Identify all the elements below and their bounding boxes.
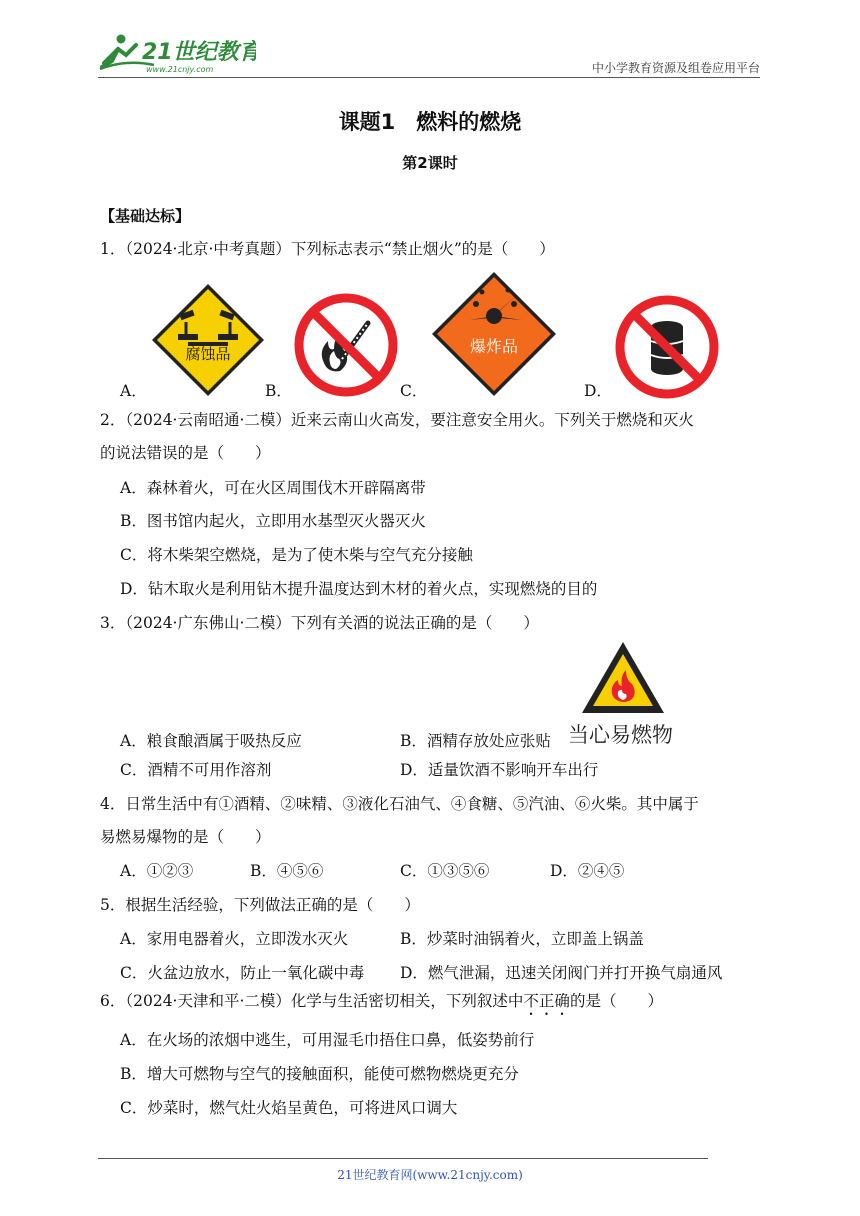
q5-stem: 5．根据生活经验，下列做法正确的是（ ） xyxy=(100,896,420,914)
header-divider xyxy=(98,77,760,78)
flammable-warning-sign-icon xyxy=(580,640,666,716)
q1-option-c: C． xyxy=(400,382,428,400)
q5-option-d: D．燃气泄漏，迅速关闭阀门并打开换气扇通风 xyxy=(400,964,723,982)
q3-stem: 3．（2024·广东佛山·二模）下列有关酒的说法正确的是（ ） xyxy=(100,614,539,632)
q2-option-a: A．森林着火，可在火区周围伐木开辟隔离带 xyxy=(120,479,426,497)
corrosive-sign-icon xyxy=(150,282,266,398)
platform-name: 中小学教育资源及组卷应用平台 xyxy=(591,61,760,75)
q1-stem: 1．（2024·北京·中考真题）下列标志表示“禁止烟火”的是（ ） xyxy=(100,240,555,258)
q6-option-a: A．在火场的浓烟中逃生，可用湿毛巾捂住口鼻，低姿势前行 xyxy=(120,1031,535,1049)
page-title: 课题1 燃料的燃烧 xyxy=(338,110,522,134)
q1-option-a: A． xyxy=(120,382,147,400)
q6-stem-emphasis: 不正确 xyxy=(523,992,570,1010)
q3-option-c: C．酒精不可用作溶剂 xyxy=(120,761,272,779)
q6-stem xyxy=(100,991,663,1019)
q6-stem-end: 的是（ ） xyxy=(569,992,663,1010)
explosive-label: 爆炸品 xyxy=(469,337,519,356)
q5-option-c: C．火盆边放水，防止一氧化碳中毒 xyxy=(120,964,365,982)
page-subtitle: 第2课时 xyxy=(402,154,458,172)
q4-option-d: D．②④⑤ xyxy=(550,862,625,880)
q5-option-b: B．炒菜时油锅着火，立即盖上锅盖 xyxy=(400,930,644,948)
footer-link[interactable]: 21世纪教育网(www.21cnjy.com) xyxy=(337,1168,523,1182)
q2-option-b: B．图书馆内起火，立即用水基型灭火器灭火 xyxy=(120,512,426,530)
explosive-sign-icon xyxy=(430,270,558,398)
q4-stem-line2: 易燃易爆物的是（ ） xyxy=(100,828,271,846)
q5-option-a: A．家用电器着火，立即泼水灭火 xyxy=(120,930,349,948)
corrosive-label: 腐蚀品 xyxy=(185,345,231,363)
no-fire-sign-icon xyxy=(294,293,398,397)
no-flammable-barrel-sign-icon xyxy=(614,295,720,399)
q2-stem-line1: 2．（2024·云南昭通·二模）近来云南山火高发，要注意安全用火。下列关于燃烧和灭火 xyxy=(100,411,694,429)
footer-divider xyxy=(98,1158,708,1159)
q1-option-b: B． xyxy=(265,382,292,400)
q4-option-a: A．①②③ xyxy=(120,862,194,880)
logo-url: www.21cnjy.com xyxy=(146,65,214,74)
section-heading: 【基础达标】 xyxy=(100,207,191,225)
q6-stem-start: 6．（2024·天津和平·二模）化学与生活密切相关，下列叙述中 xyxy=(100,992,524,1010)
q3-option-a: A．粮食酿酒属于吸热反应 xyxy=(120,732,302,750)
q2-option-d: D．钻木取火是利用钻木提升温度达到木材的着火点，实现燃烧的目的 xyxy=(120,580,598,598)
q1-option-d: D． xyxy=(584,382,612,400)
logo-text: 21世纪教育 xyxy=(142,40,256,65)
flammable-sign-caption: 当心易燃物 xyxy=(568,723,673,747)
q6-option-b: B．增大可燃物与空气的接触面积，能使可燃物燃烧更充分 xyxy=(120,1065,519,1083)
q2-option-c: C．将木柴架空燃烧，是为了使木柴与空气充分接触 xyxy=(120,546,473,564)
q4-stem-line1: 4．日常生活中有①酒精、②味精、③液化石油气、④食糖、⑤汽油、⑥火柴。其中属于 xyxy=(100,795,699,813)
q6-option-c: C．炒菜时，燃气灶火焰呈黄色，可将进风口调大 xyxy=(120,1099,458,1117)
q2-stem-line2: 的说法错误的是（ ） xyxy=(100,444,271,462)
q3-option-b: B．酒精存放处应张贴 xyxy=(400,732,551,750)
site-logo xyxy=(96,33,256,75)
q4-option-b: B．④⑤⑥ xyxy=(250,862,324,880)
q3-option-d: D．适量饮酒不影响开车出行 xyxy=(400,761,599,779)
q4-option-c: C．①③⑤⑥ xyxy=(400,862,490,880)
